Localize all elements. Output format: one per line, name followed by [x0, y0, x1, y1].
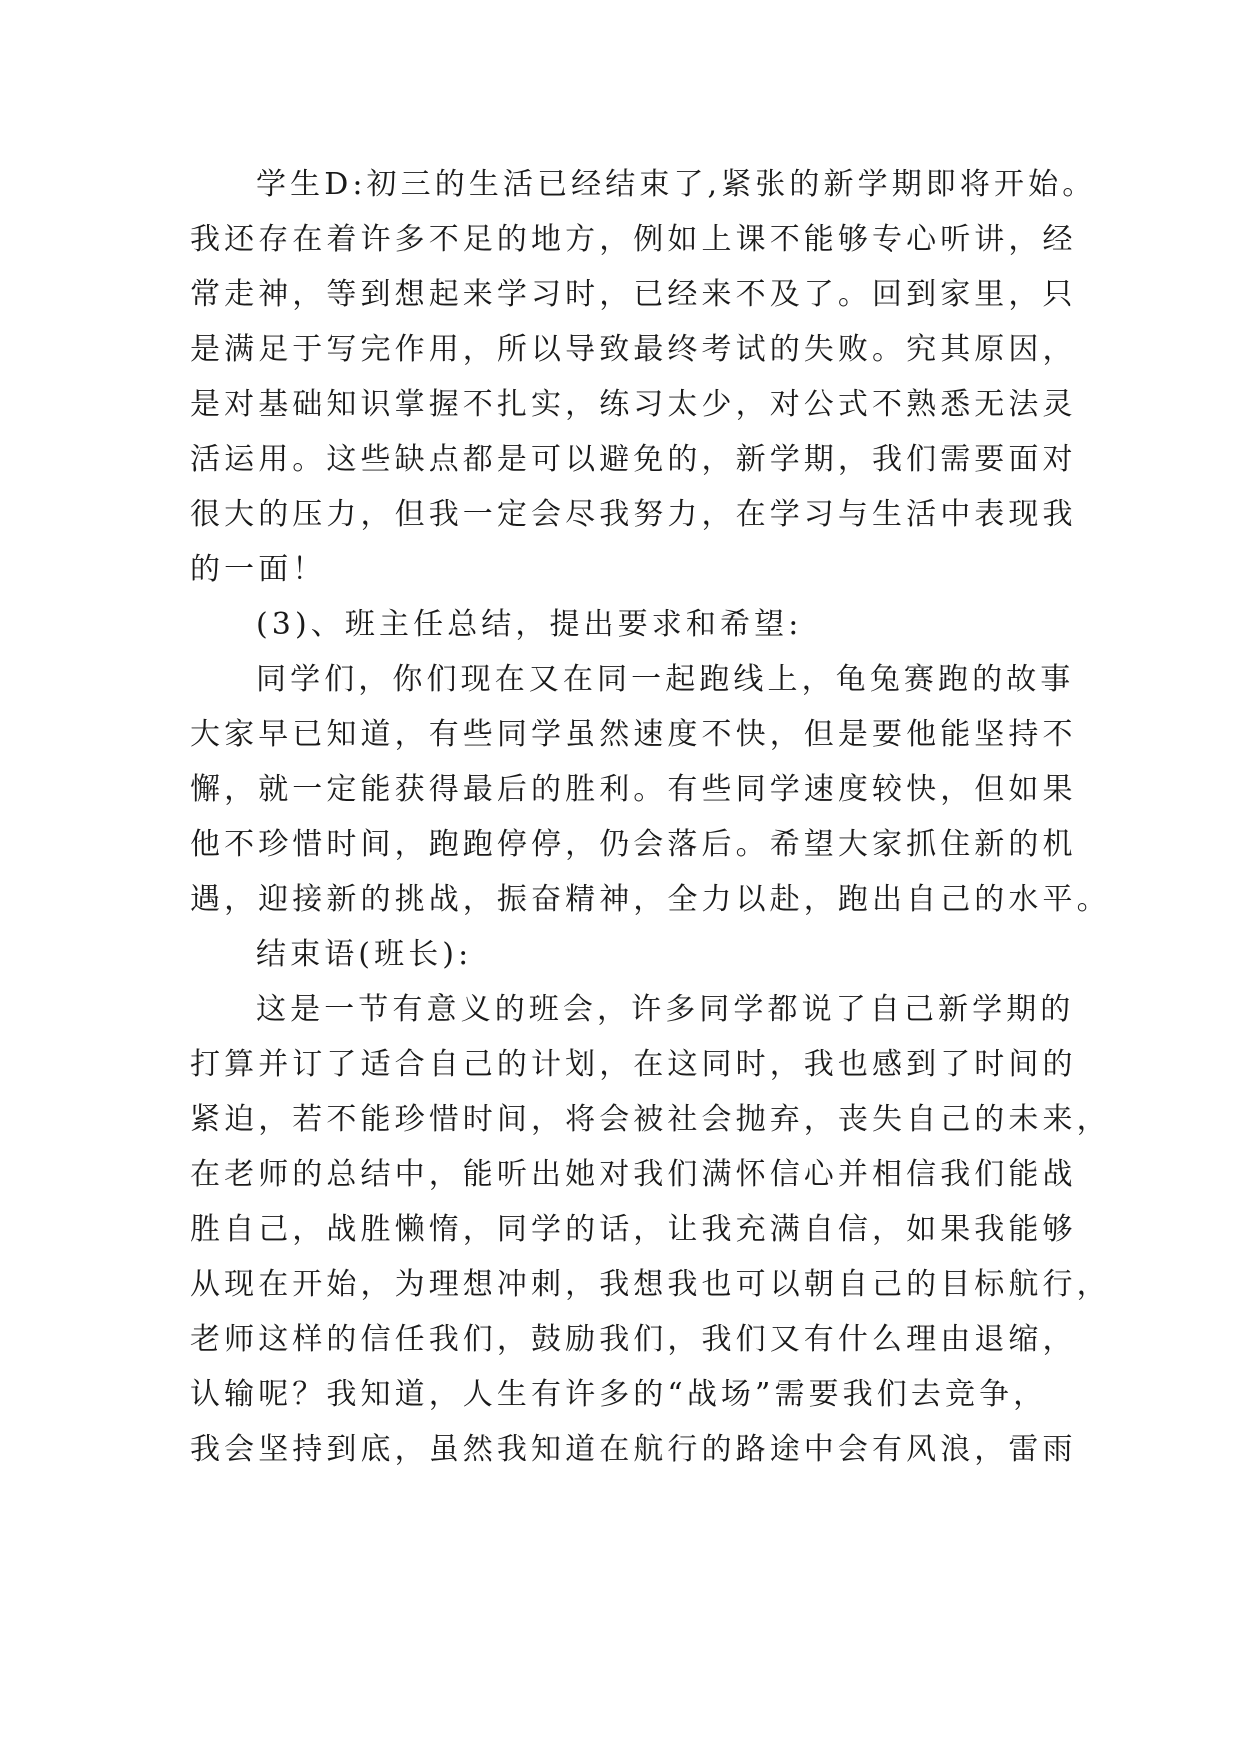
text-line: 在老师的总结中，能听出她对我们满怀信心并相信我们能战 [190, 1157, 1077, 1192]
text-line: 胜自己，战胜懒惰，同学的话，让我充满自信，如果我能够 [190, 1212, 1077, 1247]
text-line: 很大的压力，但我一定会尽我努力，在学习与生活中表现我 [190, 497, 1077, 532]
text-line: 大家早已知道，有些同学虽然速度不快，但是要他能坚持不 [190, 717, 1077, 752]
text-line: 同学们，你们现在又在同一起跑线上，龟兔赛跑的故事 [256, 662, 1075, 697]
text-line: 我还存在着许多不足的地方，例如上课不能够专心听讲，经 [190, 222, 1077, 257]
text-line: 活运用。这些缺点都是可以避免的，新学期，我们需要面对 [190, 442, 1077, 477]
text-line: 我会坚持到底，虽然我知道在航行的路途中会有风浪，雷雨 [190, 1432, 1077, 1467]
text-line: 是对基础知识掌握不扎实，练习太少，对公式不熟悉无法灵 [190, 387, 1077, 422]
text-line: 学生D:初三的生活已经结束了,紧张的新学期即将开始。 [256, 167, 1097, 202]
text-line: 懈，就一定能获得最后的胜利。有些同学速度较快，但如果 [190, 772, 1077, 807]
text-line: 老师这样的信任我们，鼓励我们，我们又有什么理由退缩， [190, 1322, 1077, 1357]
text-line: 他不珍惜时间，跑跑停停，仍会落后。希望大家抓住新的机 [190, 827, 1077, 862]
text-line: 的一面！ [190, 552, 327, 587]
text-line: 从现在开始，为理想冲刺，我想我也可以朝自己的目标航行， [190, 1267, 1111, 1302]
text-line: 是满足于写完作用，所以导致最终考试的失败。究其原因， [190, 332, 1077, 367]
section-heading: (3)、班主任总结，提出要求和希望: [256, 607, 803, 642]
text-line: 认输呢？我知道，人生有许多的“战场”需要我们去竞争， [190, 1377, 1048, 1412]
text-line: 紧迫，若不能珍惜时间，将会被社会抛弃，丧失自己的未来， [190, 1102, 1111, 1137]
document-body [190, 157, 1111, 1477]
text-line: 打算并订了适合自己的计划，在这同时，我也感到了时间的 [190, 1047, 1077, 1082]
text-line: 常走神，等到想起来学习时，已经来不及了。回到家里，只 [190, 277, 1077, 312]
text-line: 这是一节有意义的班会，许多同学都说了自己新学期的 [256, 992, 1075, 1027]
section-heading: 结束语(班长): [256, 937, 473, 972]
text-line: 遇，迎接新的挑战，振奋精神，全力以赴，跑出自己的水平。 [190, 882, 1111, 917]
